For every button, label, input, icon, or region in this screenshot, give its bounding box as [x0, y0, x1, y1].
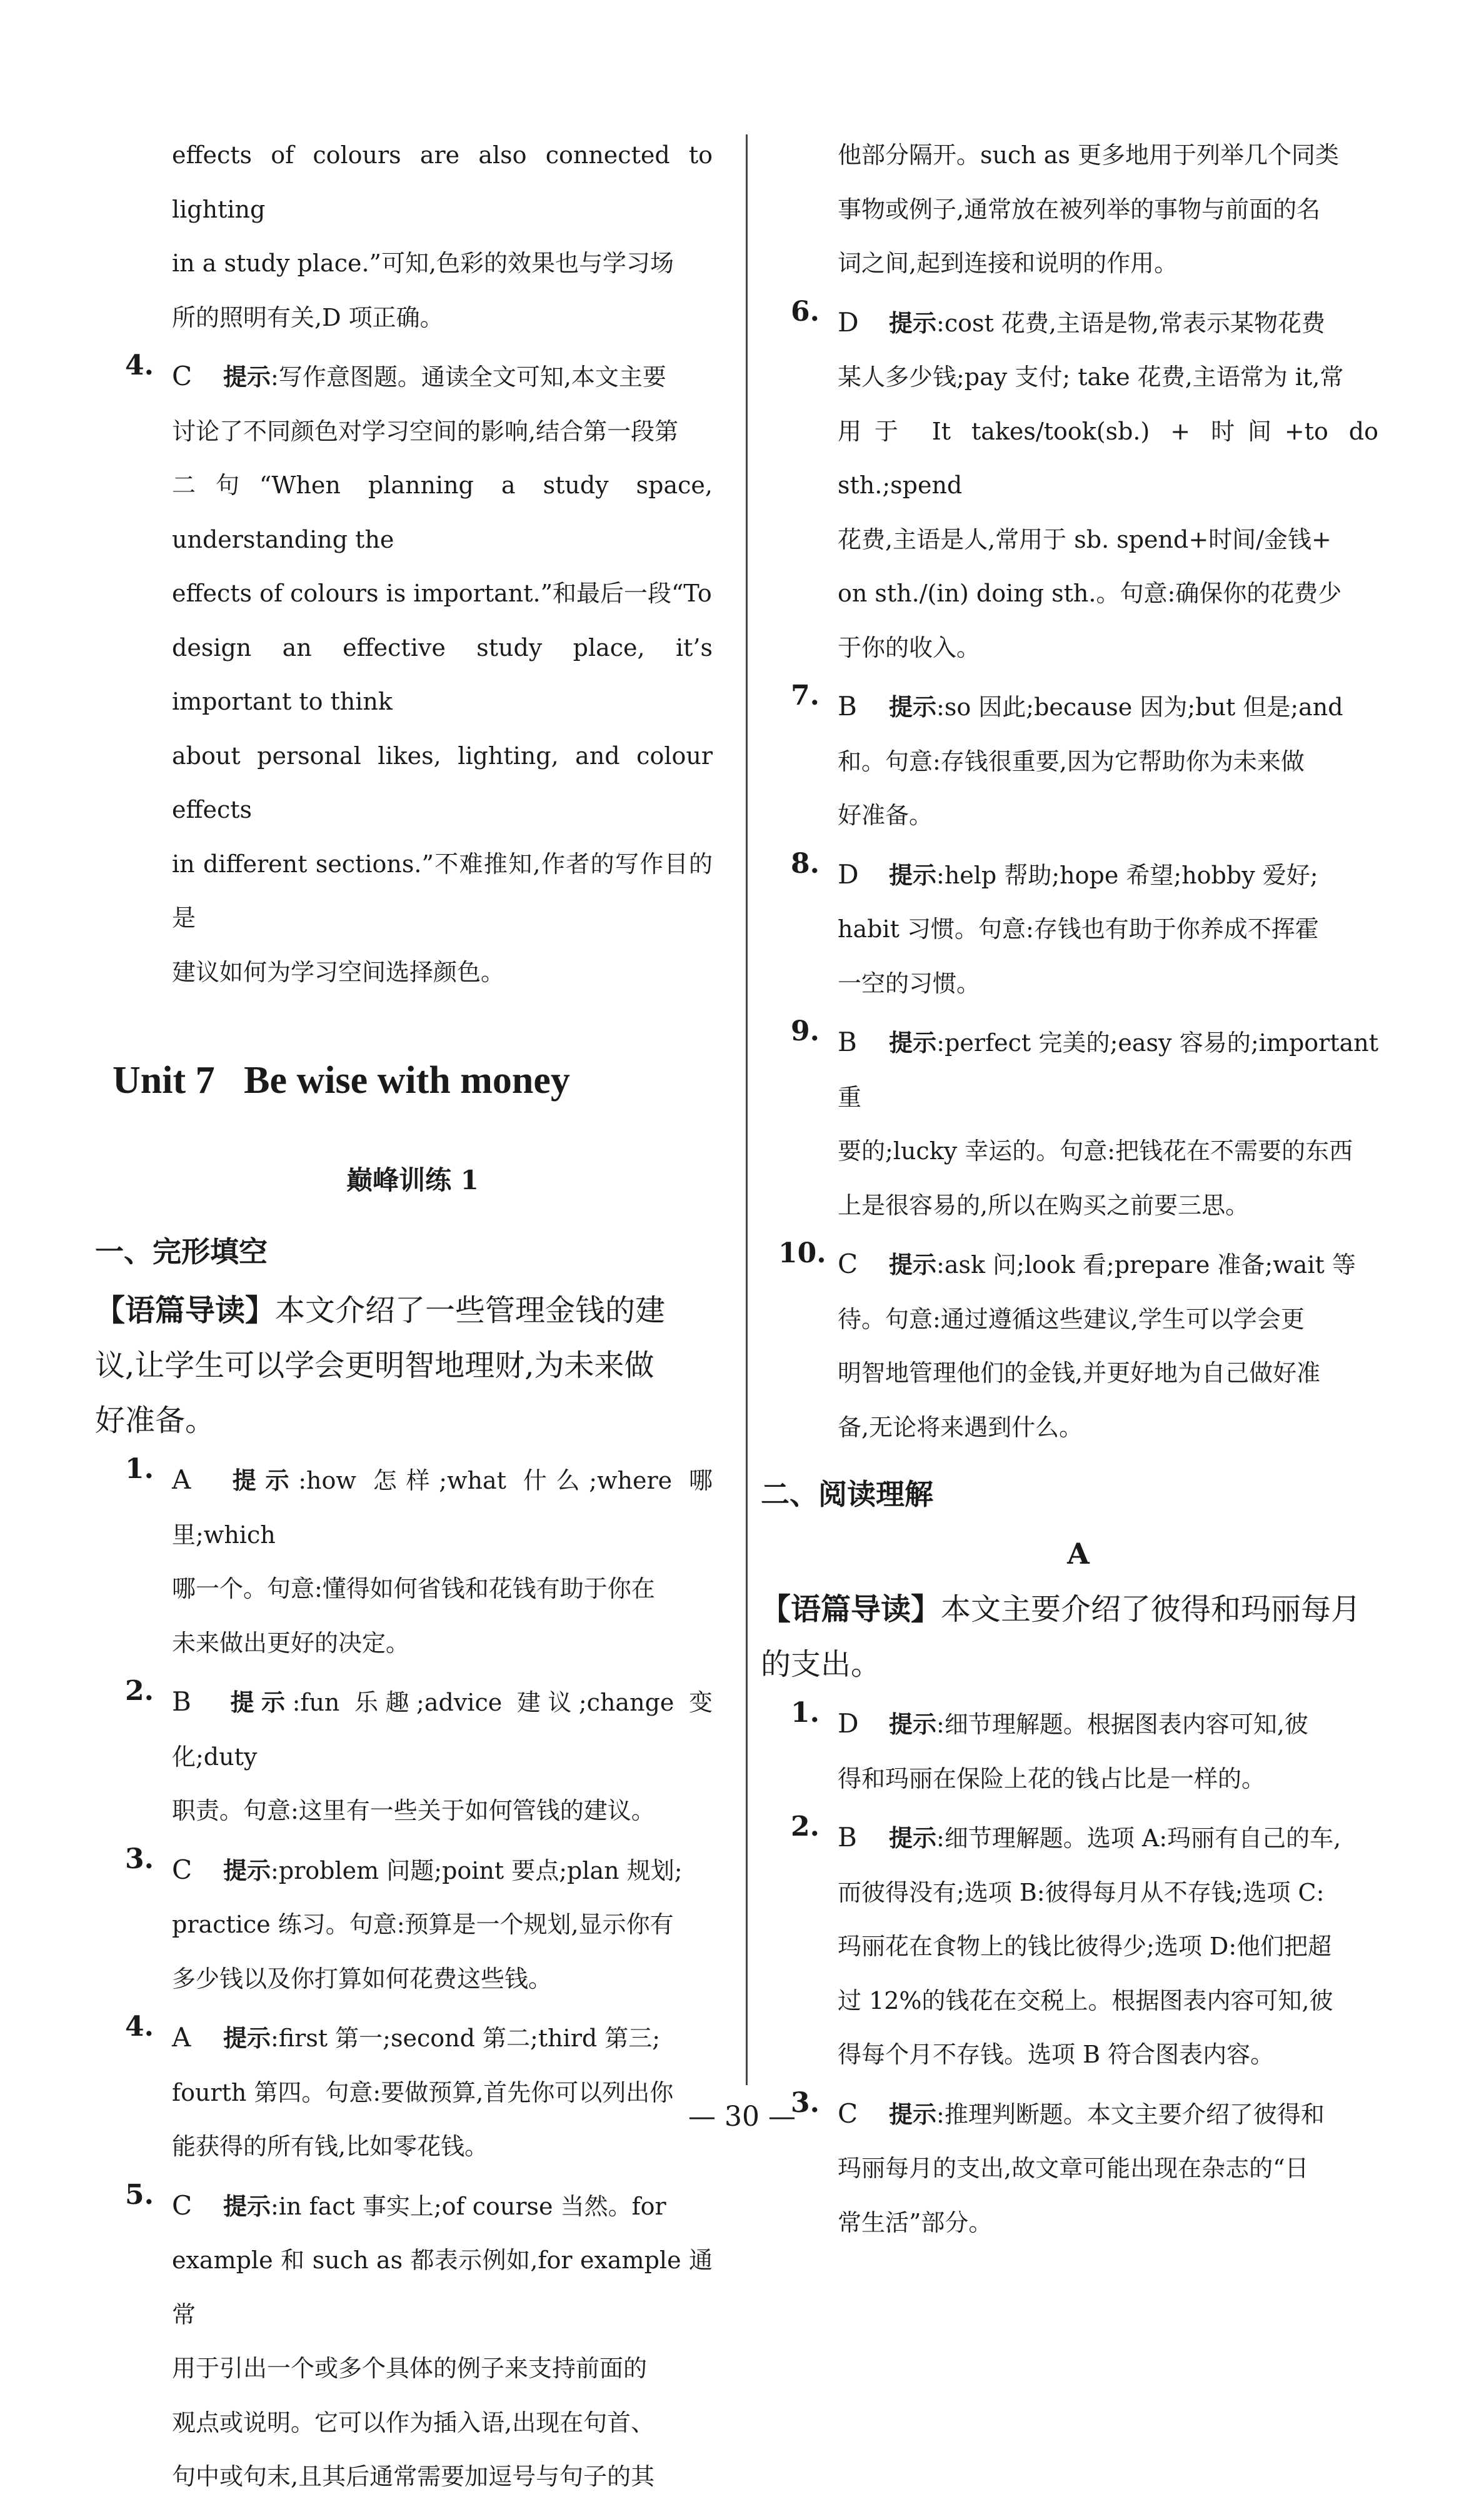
section-title: 一、完形填空 [95, 1235, 268, 1269]
answer-item: 8. D 提示:help 帮助;hope 希望;hobby 爱好; habit 习惯。句意:存钱也有助于你养成不挥霍 一空的习惯。 [791, 847, 1319, 997]
answer-item: 6. D 提示:cost 花费,主语是物,常表示某物花费 某人多少钱;pay 支付; take 花费,主语常为 it,常 用于 It takes/took(sb.) + 时间+to do sth.;spend 花费,主语是人,常用于 sb. spend+时间/金钱+ on sth./(in) doing sth.。句意:确保你的花费少 于你的收入。 [791, 295, 1378, 661]
passage-letter: A [1067, 1537, 1090, 1571]
answer-item: 7. B 提示:so 因此;because 因为;but 但是;and 和。句意:存钱很重要,因为它帮助你为未来做 好准备。 [791, 680, 1343, 829]
left-column [95, 128, 713, 2504]
answer-item: 2. B 提示:fun 乐趣;advice 建议;change 变化;duty 职责。句意:这里有一些关于如何管钱的建议。 [125, 1675, 713, 1824]
right-column [761, 128, 1378, 2250]
answer-item: 4. A 提示:first 第一;second 第二;third 第三; fourth 第四。句意:要做预算,首先你可以列出你 能获得的所有钱,比如零花钱。 [125, 2011, 674, 2160]
answer-item: 10. C 提示:ask 问;look 看;prepare 准备;wait 等 待。句意:通过遵循这些建议,学生可以学会更 明智地管理他们的金钱,并更好地为自己做好准 备,无论将来遇到什么。 [778, 1237, 1356, 1441]
unit-title: Unit 7 Be wise with money [113, 1059, 570, 1102]
answer-item: 5. C 提示:in fact 事实上;of course 当然。for example 和 such as 都表示例如,for example 通常 用于引出一个或多个具体的例子来支持前面的 观点或说明。它可以作为插入语,出现在句首、 句中或句末,且其后通常需要加逗号与句子的其 [125, 2178, 713, 2490]
page-number: — 30 — [688, 2101, 796, 2133]
column-divider [746, 134, 748, 2085]
answer-item: 3. C 提示:推理判断题。本文主要介绍了彼得和 玛丽每月的支出,故文章可能出现在杂志的“日 常生活”部分。 [791, 2086, 1325, 2236]
passage-intro: 【语篇导读】本文介绍了一些管理金钱的建 议,让学生可以学会更明智地理财,为未来做 好准备。 [95, 1293, 666, 1438]
answer-item: 4. C 提示:写作意图题。通读全文可知,本文主要 讨论了不同颜色对学习空间的影响,结合第一段第 二句“When planning a study space, understanding the effects of colours is important.”和最后一段“To design an effective study place, it’s important to think about personal likes, lighting, and colour effects in different sections.”不难推知,作者的写作目的是 建议如何为学习空间选择颜色。 [125, 349, 713, 986]
section-title: 二、阅读理解 [761, 1477, 933, 1511]
continued-text: effects of colours are also connected to lighting in a study place.”可知,色彩的效果也与学习场 所的照明有关,D 项正确。 [172, 141, 713, 331]
passage-intro: 【语篇导读】本文主要介绍了彼得和玛丽每月 的支出。 [761, 1592, 1361, 1682]
continued-text: 他部分隔开。such as 更多地用于列举几个同类 事物或例子,通常放在被列举的事物与前面的名 词之间,起到连接和说明的作用。 [838, 141, 1340, 277]
answer-item: 2. B 提示:细节理解题。选项 A:玛丽有自己的车, 而彼得没有;选项 B:彼得每月从不存钱;选项 C: 玛丽花在食物上的钱比彼得少;选项 D:他们把超 过 12%的钱花在交税上。根据图表内容可知,彼 得每个月不存钱。选项 B 符合图表内容。 [791, 1811, 1341, 2068]
sub-title: 巅峰训练 1 [346, 1165, 479, 1195]
answer-item: 1. D 提示:细节理解题。根据图表内容可知,彼 得和玛丽在保险上花的钱占比是一样的。 [791, 1697, 1308, 1793]
answer-item: 3. C 提示:problem 问题;point 要点;plan 规划; practice 练习。句意:预算是一个规划,显示你有 多少钱以及你打算如何花费这些钱。 [125, 1843, 683, 1993]
answer-item: 1. A 提示:how 怎样;what 什么;where 哪里;which 哪一个。句意:懂得如何省钱和花钱有助于你在 未来做出更好的决定。 [125, 1453, 713, 1657]
answer-item: 9. B 提示:perfect 完美的;easy 容易的;important 重 要的;lucky 幸运的。句意:把钱花在不需要的东西 上是很容易的,所以在购买之前要三思。 [791, 1015, 1378, 1219]
